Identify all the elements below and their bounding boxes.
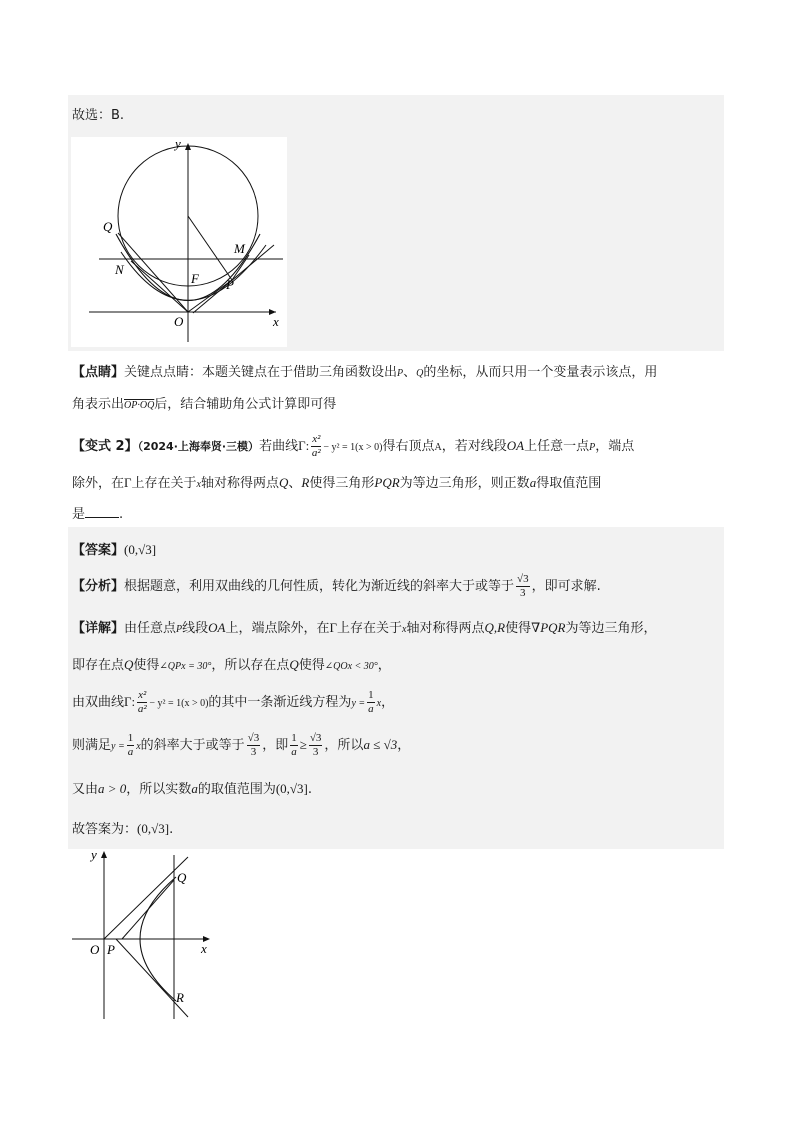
label-x: x [201,941,207,956]
comment-line-1: 【点睛】关键点点睛：本题关键点在于借助三角函数设出P、Q的坐标，从而只用一个变量表示该点，用 [72,365,658,380]
detail-tag: 【详解】 [72,621,125,636]
detail-line-2: 即存在点Q使得∠QPx = 30°，所以存在点Q使得∠QOx < 30°， [72,657,391,673]
label-M: M [234,241,245,256]
answer-tag: 【答案】 [72,543,125,558]
detail-line-1: 【详解】由任意点P线段OA上，端点除外，在Γ上存在关于x轴对称得两点Q,R使得∇PQR为等边三角形， [72,620,657,636]
variant-source: （2024·上海奉贤·三模） [137,440,260,453]
label-Q: Q [177,870,187,885]
segment-OQ [118,233,188,312]
variant-line-1: 【变式 2】（2024·上海奉贤·三模）若曲线Γ: $\frac{\text{x²}}{\text{a²}}$ − y² = 1(x > 0)得右顶点A，若对线段OA上任意一点P，端点 [72,433,635,459]
label-y: y [175,137,181,151]
figure-hyperbola [68,847,218,1022]
detail-line-3: 由双曲线Γ: $\frac{\text{x²}}{\text{a²}}$ − y² = 1(x > 0)的其中一条渐近线方程为y = $\frac{1}{a}$ x， [72,689,395,715]
segment-PQ [122,880,174,939]
segment-ON [131,261,188,312]
label-P: P [107,942,115,957]
detail-line-4: 则满足y = $\frac{1}{a}$ x的斜率大于或等于 $\frac{√3}{3}$ ，即 $\frac{1}{a}$ ≥ $\frac{√3}{3}$ ，所以a ≤ √3， [72,732,411,758]
variant-line-3: 是 . [72,507,124,522]
variant-line-2: 除外，在Γ上存在关于x轴对称得两点Q、R使得三角形PQR为等边三角形，则正数a得取值范围 [72,475,602,491]
asymptote [104,857,188,939]
label-x: x [273,314,279,329]
y-axis-arrow [101,851,107,858]
detail-line-6: 故答案为：(0,√3]. [72,821,174,837]
fraction-x2-a2: $\frac{\text{x²}}{\text{a²}}$ [311,433,321,459]
label-N: N [115,262,124,277]
selection-text: 故选：B. [72,108,125,123]
asymptote-lower [116,939,188,1017]
comment-tag: 【点睛】 [72,365,125,380]
label-y: y [91,847,97,862]
label-R: R [176,990,184,1005]
label-O: O [174,314,184,329]
label-O: O [90,942,100,957]
analysis-line: 【分析】根据题意，利用双曲线的几何性质，转化为渐近线的斜率大于或等于 $\frac{√3}{3}$ ，即可求解. [72,573,601,599]
variant-tag: 【变式 2】 [72,439,138,454]
analysis-tag: 【分析】 [72,579,125,594]
comment-line-2: 角表示出OP·OQ后，结合辅助角公式计算即可得 [72,397,337,412]
fraction-sqrt3-3: $\frac{√3}{3}$ [517,573,529,599]
label-P: P [226,277,234,292]
answer-value: (0,√3] [124,542,157,557]
dot-product: OP·OQ [124,400,155,411]
detail-line-5: 又由a > 0，所以实数a的取值范围为(0,√3]. [72,781,313,797]
label-Q: Q [103,219,113,234]
selection-line [72,104,124,123]
answer-blank [85,517,119,518]
figure-circle-parabola [71,137,287,347]
answer-line [72,539,156,558]
label-F: F [191,271,199,286]
